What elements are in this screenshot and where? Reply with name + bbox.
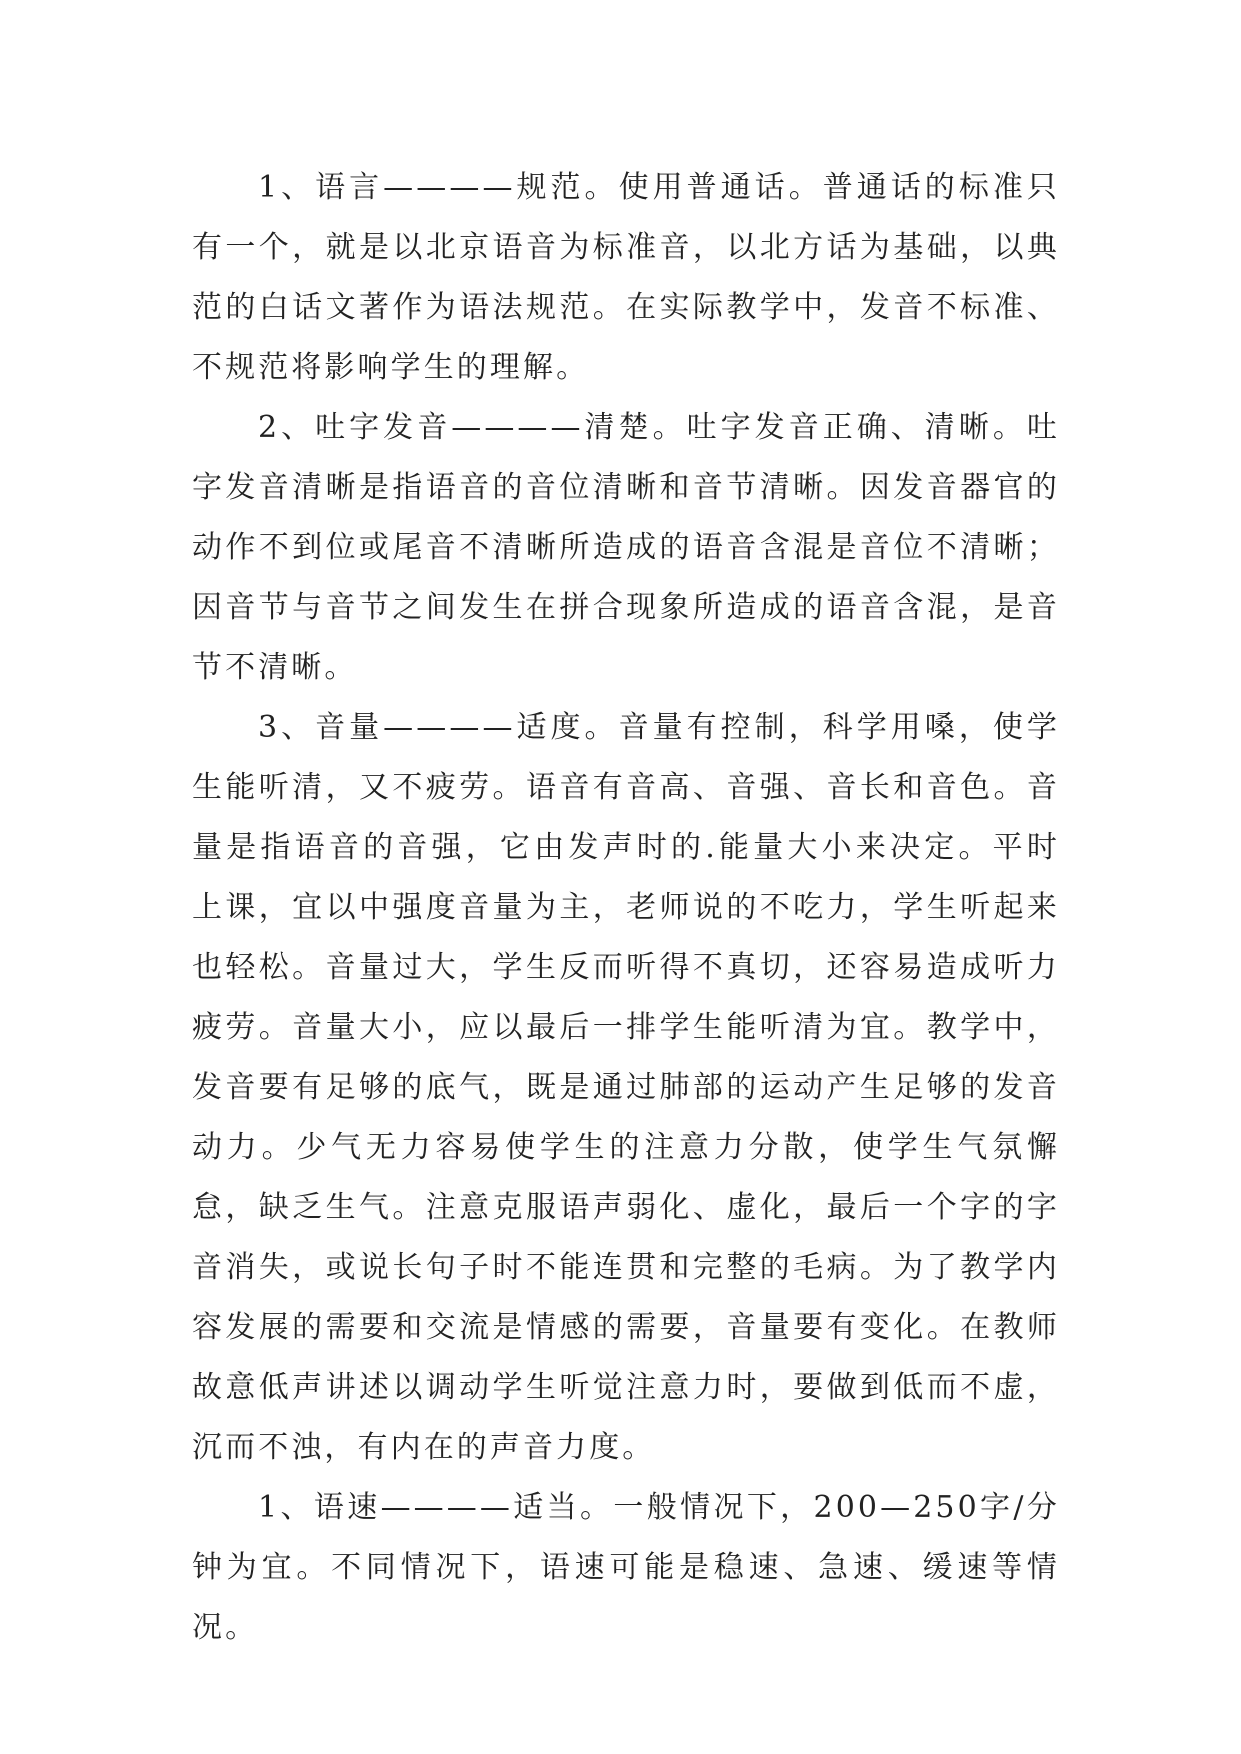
body-text — [192, 158, 1060, 1658]
paragraph-language-norm: 1、语言————规范。使用普通话。普通话的标准只有一个，就是以北京语音为标准音，以北方话为基础，以典范的白话文著作为语法规范。在实际教学中，发音不标准、不规范将影响学生的理解。 — [192, 170, 1060, 385]
paragraph-articulation: 2、吐字发音————清楚。吐字发音正确、清晰。吐字发音清晰是指语音的音位清晰和音节清晰。因发音器官的动作不到位或尾音不清晰所造成的语音含混是音位不清晰；因音节与音节之间发生在拼合现象所造成的语音含混，是音节不清晰。 — [192, 410, 1060, 685]
paragraph-speech-rate: 1、语速————适当。一般情况下，200—250字/分钟为宜。不同情况下，语速可能是稳速、急速、缓速等情况。 — [192, 1490, 1060, 1645]
paragraph-volume: 3、音量————适度。音量有控制，科学用嗓，使学生能听清，又不疲劳。语音有音高、音强、音长和音色。音量是指语音的音强，它由发声时的.能量大小来决定。平时上课，宜以中强度音量为主，老师说的不吃力，学生听起来也轻松。音量过大，学生反而听得不真切，还容易造成听力疲劳。音量大小，应以最后一排学生能听清为宜。教学中，发音要有足够的底气，既是通过肺部的运动产生足够的发音动力。少气无力容易使学生的注意力分散，使学生气氛懈怠，缺乏生气。注意克服语声弱化、虚化，最后一个字的字音消失，或说长句子时不能连贯和完整的毛病。为了教学内容发展的需要和交流是情感的需要，音量要有变化。在教师故意低声讲述以调动学生听觉注意力时，要做到低而不虚，沉而不浊，有内在的声音力度。 — [192, 710, 1060, 1465]
